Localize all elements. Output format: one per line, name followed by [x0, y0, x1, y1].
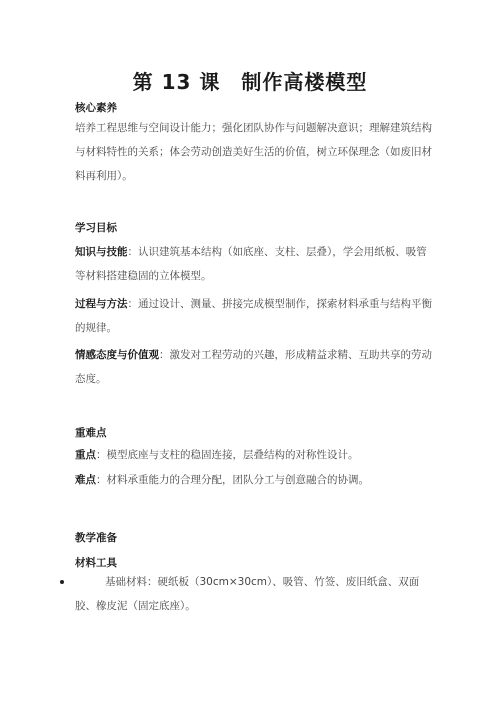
objective-knowledge-label: 知识与技能 — [75, 246, 128, 258]
objective-attitude-label: 情感态度与价值观 — [75, 349, 159, 361]
objective-attitude — [75, 343, 435, 391]
keypoints-heading: 重难点 — [75, 427, 107, 439]
objective-process-label: 过程与方法 — [75, 298, 128, 310]
keypoint-focus-text: ：模型底座与支柱的稳固连接，层叠结构的对称性设计。 — [96, 449, 359, 461]
preparation-heading: 教学准备 — [75, 532, 117, 544]
core-paragraph: 培养工程思维与空间设计能力；强化团队协作与问题解决意识；理解建筑结构与材料特性的关系；体会劳动创造美好生活的价值，树立环保理念（如废旧材料再利用）。 — [75, 122, 432, 182]
keypoint-difficulty — [75, 468, 435, 492]
materials-bullet-item: 基础材料：硬纸板（30cm×30cm）、吸管、竹签、废旧纸盒、双面胶、橡皮泥（固定底座）。 — [75, 576, 420, 612]
objective-attitude-text: ：激发对工程劳动的兴趣，形成精益求精、互助共享的劳动态度。 — [75, 349, 432, 385]
core-heading: 核心素养 — [75, 102, 117, 114]
page-title: 第 13 课 制作高楼模型 — [132, 70, 368, 94]
objective-knowledge-text: ：认识建筑基本结构（如底座、支柱、层叠），学会用纸板、吸管等材料搭建稳固的立体模型。 — [75, 246, 427, 282]
materials-subheading: 材料工具 — [75, 557, 117, 569]
keypoint-difficulty-text: ：材料承重能力的合理分配，团队分工与创意融合的协调。 — [96, 474, 369, 486]
keypoint-difficulty-label: 难点 — [75, 474, 96, 486]
objective-process-text: ：通过设计、测量、拼接完成模型制作，探索材料承重与结构平衡的规律。 — [75, 298, 432, 334]
objectives-heading: 学习目标 — [75, 222, 117, 234]
objective-knowledge — [75, 240, 435, 288]
keypoint-focus-label: 重点 — [75, 449, 96, 461]
keypoint-focus — [75, 443, 435, 467]
bullet-dot-icon — [60, 580, 64, 584]
objective-process — [75, 292, 435, 340]
